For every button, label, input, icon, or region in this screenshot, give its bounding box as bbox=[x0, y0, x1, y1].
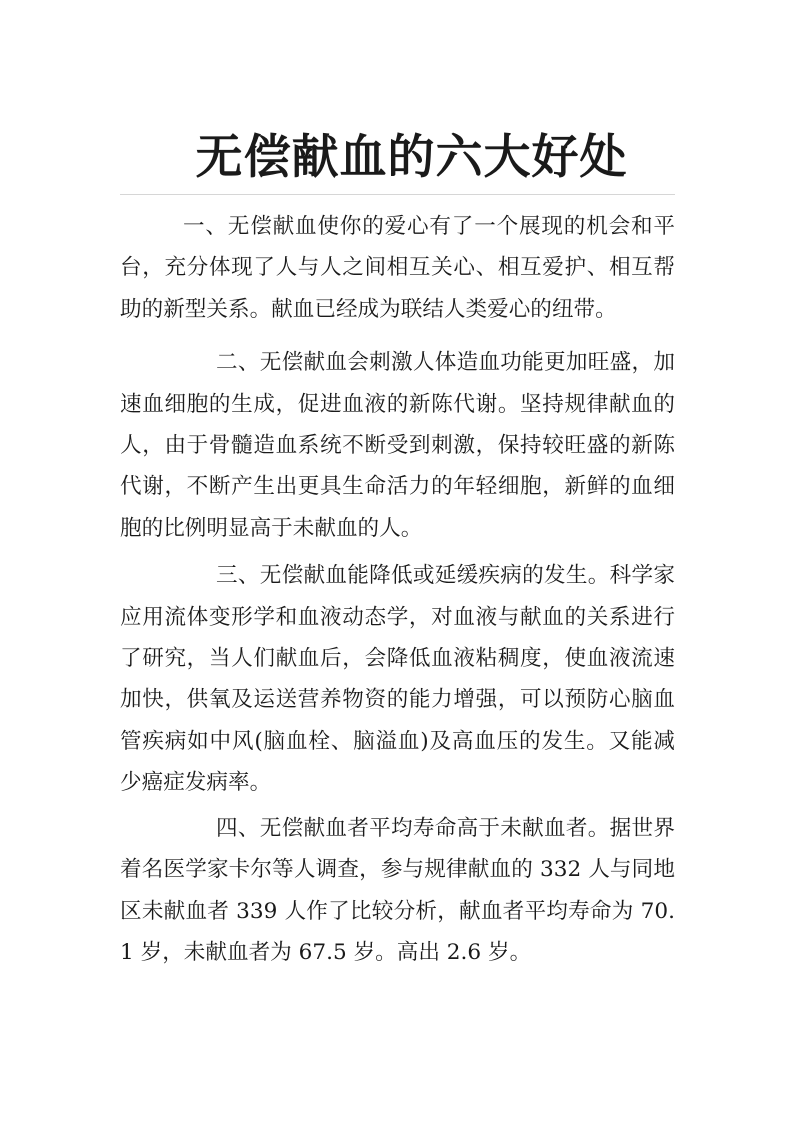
document-title: 无偿献血的六大好处 bbox=[195, 130, 628, 185]
paragraph-1: 一、无偿献血使你的爱心有了一个展现的机会和平台，充分体现了人与人之间相互关心、相互爱护、相互帮助的新型关系。献血已经成为联结人类爱心的纽带。 bbox=[120, 214, 675, 322]
paragraph-2: 二、无偿献血会刺激人体造血功能更加旺盛，加速血细胞的生成，促进血液的新陈代谢。坚持规律献血的人，由于骨髓造血系统不断受到刺激，保持较旺盛的新陈代谢，不断产生出更具生命活力的年轻细胞，新鲜的血细胞的比例明显高于未献血的人。 bbox=[120, 350, 675, 541]
paragraph-4: 四、无偿献血者平均寿命高于未献血者。据世界着名医学家卡尔等人调查，参与规律献血的 332 人与同地区未献血者 339 人作了比较分析，献血者平均寿命为 70.1 岁，未献血者为 67.5 岁。高出 2.6 岁。 bbox=[120, 815, 675, 965]
paragraph-3: 三、无偿献血能降低或延缓疾病的发生。科学家应用流体变形学和血液动态学，对血液与献血的关系进行了研究，当人们献血后，会降低血液粘稠度，使血液流速加快，供氧及运送营养物资的能力增强，可以预防心脑血管疾病如中风(脑血栓、脑溢血)及高血压的发生。又能减少癌症发病率。 bbox=[120, 563, 675, 796]
document-body bbox=[120, 206, 675, 973]
title-divider bbox=[120, 194, 675, 195]
